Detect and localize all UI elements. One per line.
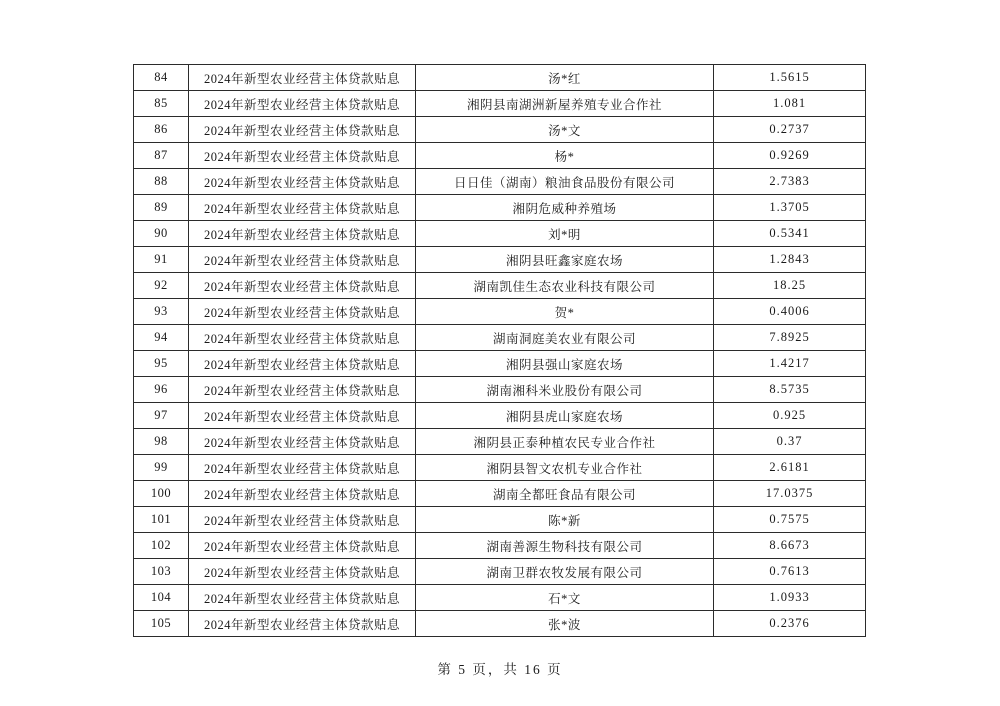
project-name-cell: 2024年新型农业经营主体贷款贴息 — [189, 507, 416, 533]
recipient-name-cell: 湖南洞庭美农业有限公司 — [416, 325, 714, 351]
row-number-cell: 90 — [134, 221, 189, 247]
row-number-cell: 97 — [134, 403, 189, 429]
table-row — [134, 247, 866, 273]
amount-cell: 1.5615 — [714, 65, 866, 91]
project-name-cell: 2024年新型农业经营主体贷款贴息 — [189, 429, 416, 455]
recipient-name-cell: 湘阴县虎山家庭农场 — [416, 403, 714, 429]
table-row — [134, 351, 866, 377]
project-name-cell: 2024年新型农业经营主体贷款贴息 — [189, 247, 416, 273]
project-name-cell: 2024年新型农业经营主体贷款贴息 — [189, 143, 416, 169]
table-row — [134, 325, 866, 351]
table-row — [134, 299, 866, 325]
table-row — [134, 481, 866, 507]
project-name-cell: 2024年新型农业经营主体贷款贴息 — [189, 585, 416, 611]
amount-cell: 7.8925 — [714, 325, 866, 351]
recipient-name-cell: 石*文 — [416, 585, 714, 611]
row-number-cell: 104 — [134, 585, 189, 611]
project-name-cell: 2024年新型农业经营主体贷款贴息 — [189, 169, 416, 195]
row-number-cell: 86 — [134, 117, 189, 143]
amount-cell: 0.7575 — [714, 507, 866, 533]
amount-cell: 17.0375 — [714, 481, 866, 507]
recipient-name-cell: 湘阴县强山家庭农场 — [416, 351, 714, 377]
recipient-name-cell: 湖南善源生物科技有限公司 — [416, 533, 714, 559]
table-row — [134, 65, 866, 91]
row-number-cell: 85 — [134, 91, 189, 117]
project-name-cell: 2024年新型农业经营主体贷款贴息 — [189, 195, 416, 221]
row-number-cell: 96 — [134, 377, 189, 403]
recipient-name-cell: 刘*明 — [416, 221, 714, 247]
table-body — [134, 65, 866, 637]
row-number-cell: 103 — [134, 559, 189, 585]
table-row — [134, 273, 866, 299]
table-row — [134, 195, 866, 221]
table-row — [134, 611, 866, 637]
amount-cell: 8.6673 — [714, 533, 866, 559]
table-row — [134, 507, 866, 533]
recipient-name-cell: 湘阴县智文农机专业合作社 — [416, 455, 714, 481]
amount-cell: 0.925 — [714, 403, 866, 429]
recipient-name-cell: 湘阴县南湖洲新屋养殖专业合作社 — [416, 91, 714, 117]
recipient-name-cell: 湘阴危威种养殖场 — [416, 195, 714, 221]
row-number-cell: 102 — [134, 533, 189, 559]
table-row — [134, 403, 866, 429]
recipient-name-cell: 贺* — [416, 299, 714, 325]
recipient-name-cell: 湖南湘科米业股份有限公司 — [416, 377, 714, 403]
recipient-name-cell: 陈*新 — [416, 507, 714, 533]
table-row — [134, 559, 866, 585]
recipient-name-cell: 湖南卫群农牧发展有限公司 — [416, 559, 714, 585]
recipient-name-cell: 汤*红 — [416, 65, 714, 91]
subsidy-table — [133, 64, 866, 637]
project-name-cell: 2024年新型农业经营主体贷款贴息 — [189, 481, 416, 507]
recipient-name-cell: 杨* — [416, 143, 714, 169]
amount-cell: 1.2843 — [714, 247, 866, 273]
recipient-name-cell: 湖南全都旺食品有限公司 — [416, 481, 714, 507]
recipient-name-cell: 湘阴县正泰种植农民专业合作社 — [416, 429, 714, 455]
amount-cell: 1.0933 — [714, 585, 866, 611]
amount-cell: 0.2376 — [714, 611, 866, 637]
row-number-cell: 84 — [134, 65, 189, 91]
recipient-name-cell: 张*波 — [416, 611, 714, 637]
project-name-cell: 2024年新型农业经营主体贷款贴息 — [189, 273, 416, 299]
project-name-cell: 2024年新型农业经营主体贷款贴息 — [189, 455, 416, 481]
recipient-name-cell: 汤*文 — [416, 117, 714, 143]
amount-cell: 0.9269 — [714, 143, 866, 169]
table-row — [134, 221, 866, 247]
row-number-cell: 91 — [134, 247, 189, 273]
row-number-cell: 88 — [134, 169, 189, 195]
row-number-cell: 99 — [134, 455, 189, 481]
project-name-cell: 2024年新型农业经营主体贷款贴息 — [189, 221, 416, 247]
table-row — [134, 533, 866, 559]
amount-cell: 0.5341 — [714, 221, 866, 247]
amount-cell: 2.7383 — [714, 169, 866, 195]
amount-cell: 18.25 — [714, 273, 866, 299]
amount-cell: 0.7613 — [714, 559, 866, 585]
row-number-cell: 100 — [134, 481, 189, 507]
amount-cell: 1.4217 — [714, 351, 866, 377]
row-number-cell: 92 — [134, 273, 189, 299]
project-name-cell: 2024年新型农业经营主体贷款贴息 — [189, 91, 416, 117]
project-name-cell: 2024年新型农业经营主体贷款贴息 — [189, 377, 416, 403]
table-row — [134, 429, 866, 455]
project-name-cell: 2024年新型农业经营主体贷款贴息 — [189, 533, 416, 559]
table-row — [134, 117, 866, 143]
amount-cell: 2.6181 — [714, 455, 866, 481]
amount-cell: 0.4006 — [714, 299, 866, 325]
table-row — [134, 377, 866, 403]
project-name-cell: 2024年新型农业经营主体贷款贴息 — [189, 403, 416, 429]
project-name-cell: 2024年新型农业经营主体贷款贴息 — [189, 325, 416, 351]
page-footer: 第 5 页，共 16 页 — [437, 662, 563, 677]
amount-cell: 0.2737 — [714, 117, 866, 143]
project-name-cell: 2024年新型农业经营主体贷款贴息 — [189, 351, 416, 377]
table-row — [134, 455, 866, 481]
project-name-cell: 2024年新型农业经营主体贷款贴息 — [189, 611, 416, 637]
row-number-cell: 101 — [134, 507, 189, 533]
project-name-cell: 2024年新型农业经营主体贷款贴息 — [189, 65, 416, 91]
table-row — [134, 143, 866, 169]
row-number-cell: 98 — [134, 429, 189, 455]
table-row — [134, 585, 866, 611]
project-name-cell: 2024年新型农业经营主体贷款贴息 — [189, 117, 416, 143]
row-number-cell: 95 — [134, 351, 189, 377]
recipient-name-cell: 湘阴县旺鑫家庭农场 — [416, 247, 714, 273]
row-number-cell: 94 — [134, 325, 189, 351]
amount-cell: 0.37 — [714, 429, 866, 455]
row-number-cell: 87 — [134, 143, 189, 169]
amount-cell: 1.081 — [714, 91, 866, 117]
row-number-cell: 105 — [134, 611, 189, 637]
recipient-name-cell: 湖南凯佳生态农业科技有限公司 — [416, 273, 714, 299]
project-name-cell: 2024年新型农业经营主体贷款贴息 — [189, 559, 416, 585]
table-row — [134, 169, 866, 195]
recipient-name-cell: 日日佳（湖南）粮油食品股份有限公司 — [416, 169, 714, 195]
table-row — [134, 91, 866, 117]
project-name-cell: 2024年新型农业经营主体贷款贴息 — [189, 299, 416, 325]
amount-cell: 8.5735 — [714, 377, 866, 403]
row-number-cell: 89 — [134, 195, 189, 221]
amount-cell: 1.3705 — [714, 195, 866, 221]
row-number-cell: 93 — [134, 299, 189, 325]
